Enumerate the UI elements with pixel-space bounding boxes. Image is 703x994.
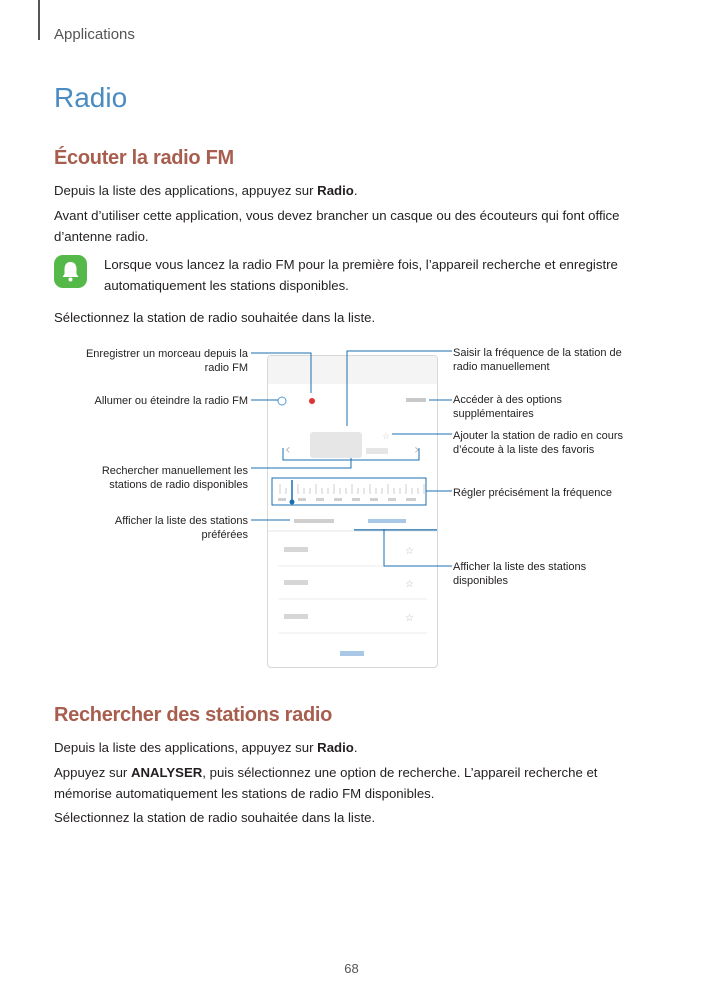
- section-header: Applications: [54, 26, 135, 43]
- page-title: Radio: [54, 82, 128, 113]
- svg-text:☆: ☆: [382, 432, 391, 442]
- listen-paragraph-3: Sélectionnez la station de radio souhaitée dans la liste.: [54, 310, 376, 325]
- heading-listen: Écouter la radio FM: [54, 147, 234, 169]
- page-number: 68: [344, 961, 359, 976]
- listen-paragraph-1: Depuis la liste des applications, appuyez sur Radio.: [54, 183, 358, 198]
- svg-text:☆: ☆: [405, 546, 414, 557]
- callout-fine-tune: Régler précisément la fréquence: [453, 487, 612, 499]
- callout-power: Allumer ou éteindre la radio FM: [94, 395, 248, 407]
- svg-text:☆: ☆: [405, 579, 414, 590]
- app-name: Radio: [317, 183, 354, 198]
- scan-command: ANALYSER: [130, 765, 203, 780]
- callout-favorites-list: Afficher la liste des stations préférées: [114, 515, 248, 541]
- callout-scan: Rechercher manuellement les stations de radio disponibles: [101, 465, 248, 491]
- svg-text:‹: ‹: [285, 442, 291, 458]
- note-text: Lorsque vous lancez la radio FM pour la première fois, l’appareil recherche et enregistre automatiquement les stations disponibles.: [104, 257, 618, 293]
- heading-search: Rechercher des stations radio: [54, 704, 333, 726]
- listen-paragraph-2: Avant d’utiliser cette application, vous devez brancher un casque ou des écouteurs qui font office d’antenne radio.: [54, 208, 620, 244]
- callout-all-stations: Afficher la liste des stations disponibles: [453, 561, 587, 587]
- callout-add-favorite: Ajouter la station de radio en cours d’écoute à la liste des favoris: [453, 430, 623, 456]
- callout-more-options: Accéder à des options supplémentaires: [453, 394, 562, 420]
- svg-text:›: ›: [414, 442, 420, 458]
- search-paragraph-3: Sélectionnez la station de radio souhaitée dans la liste.: [54, 810, 376, 825]
- app-name: Radio: [317, 740, 354, 755]
- svg-text:☆: ☆: [405, 613, 414, 624]
- search-paragraph-1: Depuis la liste des applications, appuyez sur Radio.: [54, 740, 358, 755]
- callout-frequency-input: Saisir la fréquence de la station de radio manuellement: [453, 347, 622, 373]
- callout-record: Enregistrer un morceau depuis la radio FM: [85, 348, 248, 374]
- search-paragraph-2: Appuyez sur ANALYSER, puis sélectionnez une option de recherche. L’appareil recherche et mémorise automatiquement les stations de radio FM disponibles.: [54, 765, 598, 801]
